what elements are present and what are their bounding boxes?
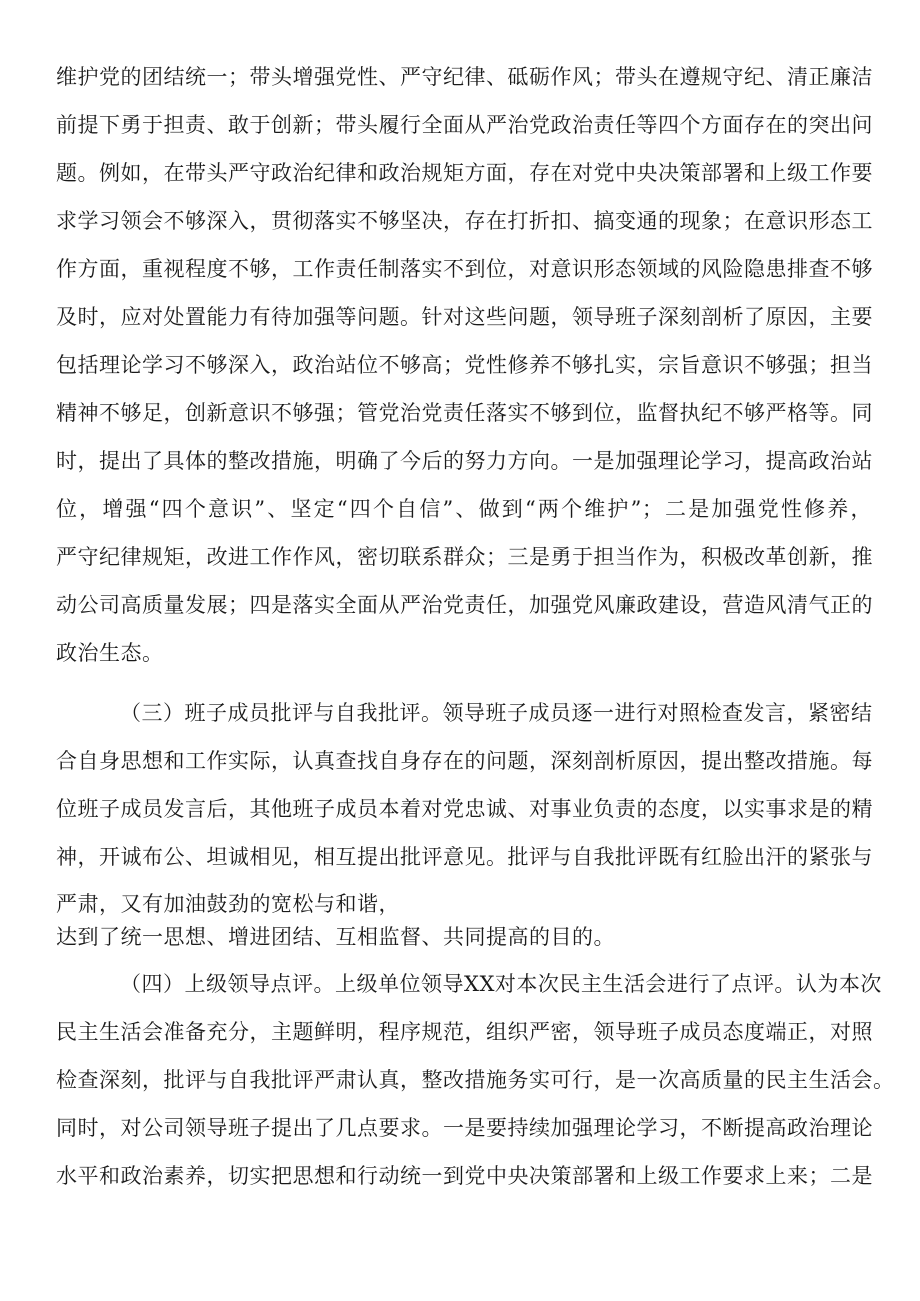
body-text-line: 合自身思想和工作实际，认真查找自身存在的问题，深刻剖析原因，提出整改措施。每 — [56, 749, 873, 773]
body-text-line: 位班子成员发言后，其他班子成员本着对党忠诚、对事业负责的态度，以实事求是的精 — [56, 797, 873, 821]
body-text-line: 严守纪律规矩，改进工作作风，密切联系群众；三是勇于担当作为，积极改革创新，推 — [56, 545, 873, 569]
body-text-line: 同时，对公司领导班子提出了几点要求。一是要持续加强理论学习，不断提高政治理论 — [56, 1116, 873, 1140]
body-text-line: 前提下勇于担责、敢于创新；带头履行全面从严治党政治责任等四个方面存在的突出问 — [56, 113, 873, 137]
body-text-line: 题。例如，在带头严守政治纪律和政治规矩方面，存在对党中央决策部署和上级工作要 — [56, 161, 873, 185]
body-text-line: 求学习领会不够深入，贯彻落实不够坚决，存在打折扣、搞变通的现象；在意识形态工 — [56, 209, 873, 233]
body-text-line: 包括理论学习不够深入，政治站位不够高；党性修养不够扎实，宗旨意识不够强；担当 — [56, 353, 873, 377]
body-text-line: 维护党的团结统一；带头增强党性、严守纪律、砥砺作风；带头在遵规守纪、清正廉洁 — [56, 65, 873, 89]
body-text-line: 及时，应对处置能力有待加强等问题。针对这些问题，领导班子深刻剖析了原因，主要 — [56, 305, 873, 329]
body-text-line: 民主生活会准备充分，主题鲜明，程序规范，组织严密，领导班子成员态度端正，对照 — [56, 1020, 873, 1044]
body-text-line: 动公司高质量发展；四是落实全面从严治党责任，加强党风廉政建设，营造风清气正的 — [56, 593, 873, 617]
body-text-line: 达到了统一思想、增进团结、互相监督、共同提高的目的。 — [56, 925, 615, 949]
body-text-line: 神，开诚布公、坦诚相见，相互提出批评意见。批评与自我批评既有红脸出汗的紧张与 — [56, 845, 873, 869]
body-text-line: 作方面，重视程度不够，工作责任制落实不到位，对意识形态领域的风险隐患排查不够 — [56, 257, 873, 281]
body-text-line: 水平和政治素养，切实把思想和行动统一到党中央决策部署和上级工作要求上来；二是 — [56, 1164, 873, 1188]
section-heading-line: （三）班子成员批评与自我批评。领导班子成员逐一进行对照检查发言，紧密结 — [120, 701, 873, 725]
body-text-line: 时，提出了具体的整改措施，明确了今后的努力方向。一是加强理论学习，提高政治站 — [56, 449, 873, 473]
section-heading-line: （四）上级领导点评。上级单位领导XX对本次民主生活会进行了点评。认为本次 — [120, 972, 882, 996]
body-text-line: 严肃，又有加油鼓劲的宽松与和谐， — [56, 892, 400, 916]
body-text-line: 精神不够足，创新意识不够强；管党治党责任落实不够到位，监督执纪不够严格等。同 — [56, 401, 873, 425]
body-text-line: 检查深刻，批评与自我批评严肃认真，整改措施务实可行，是一次高质量的民主生活会。 — [56, 1068, 895, 1092]
body-text-line: 位，增强“四个意识”、坚定“四个自信”、做到“两个维护”；二是加强党性修养， — [56, 497, 872, 521]
body-text-line: 政治生态。 — [56, 641, 164, 665]
